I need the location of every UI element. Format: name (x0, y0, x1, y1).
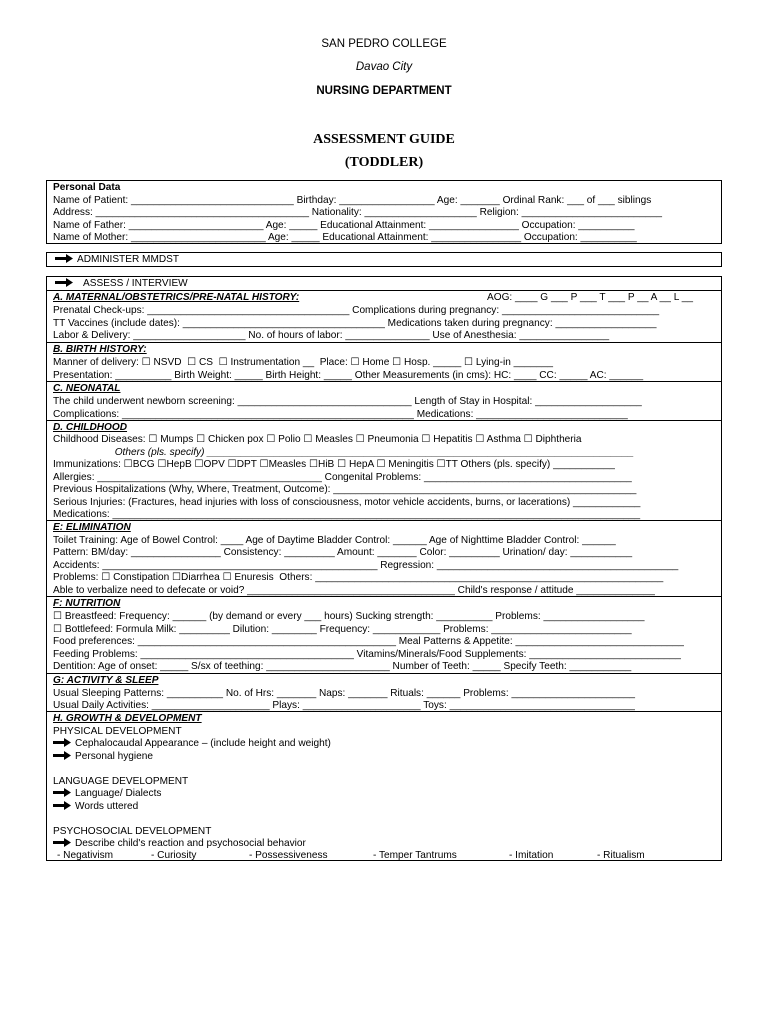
bm-pattern-line[interactable]: Pattern: BM/day: ________________ Consistency: _________ Amount: _______ Color: _________ Urination/ day: ___________ (53, 547, 633, 558)
section-f-heading: F: NUTRITION (53, 598, 121, 609)
mmdst-row (55, 253, 717, 266)
city-name: Davao City (355, 61, 413, 73)
behaviors-row (53, 849, 717, 862)
immunizations-line[interactable]: Immunizations: ☐BCG ☐HepB ☐OPV ☐DPT ☐Measles ☐HiB ☐ HepA ☐ Meningitis ☐TT Others (pls. specify) ___________ (53, 459, 615, 470)
toilet-training-line[interactable]: Toilet Training: Age of Bowel Control: ____ Age of Daytime Bladder Control: ______ Age of Nighttime Bladder Control: ______ (53, 534, 616, 546)
department-name: NURSING DEPARTMENT (316, 85, 452, 97)
delivery-line[interactable]: Manner of delivery: ☐ NSVD ☐ CS ☐ Instrumentation __ Place: ☐ Home ☐ Hosp. _____ ☐ Lying-in _______ (53, 357, 553, 368)
physical-item: Personal hygiene (53, 750, 717, 763)
arrow-right-icon (53, 801, 71, 810)
tt-vaccines-line[interactable]: TT Vaccines (include dates): ____________________________________ Medications taken during pregnancy: __________________ (53, 317, 657, 329)
mother-line[interactable]: Name of Mother: ________________________ Age: _____ Educational Attainment: ________________ Occupation: __________ (53, 232, 637, 243)
neonatal-complications-line[interactable]: Complications: ____________________________________________________ Medications: ___________________________ (53, 408, 628, 420)
section-h-heading: H. GROWTH & DEVELOPMENT (53, 713, 202, 724)
allergies-line[interactable]: Allergies: ________________________________________ Congenital Problems: _____________________________________ (53, 471, 632, 483)
assess-label: ASSESS / INTERVIEW (83, 278, 188, 289)
newborn-screening-line[interactable]: The child underwent newborn screening: _______________________________ Length of Stay in Hospital: ___________________ (53, 396, 642, 407)
form-subtitle: (TODDLER) (344, 155, 424, 170)
behavior-item[interactable]: - Imitation (509, 850, 554, 861)
daily-activities-line[interactable]: Usual Daily Activities: _____________________ Plays: _____________________ Toys: _________________________________ (53, 700, 635, 711)
address-line[interactable]: Address: ______________________________________ Nationality: ____________________ Religion: _________________________ (53, 207, 662, 218)
arrow-right-icon (55, 278, 73, 287)
section-c-heading: C. NEONATAL (53, 383, 121, 394)
verbalize-line[interactable]: Able to verbalize need to defecate or void? _____________________________________ Child's response / attitude ______________ (53, 584, 655, 596)
physical-development-heading: PHYSICAL DEVELOPMENT (53, 725, 182, 737)
feeding-problems-line[interactable]: Feeding Problems: ______________________________________ Vitamins/Minerals/Food Supplements: ___________________________ (53, 648, 681, 660)
arrow-right-icon (55, 254, 73, 263)
behavior-item[interactable]: - Negativism (57, 850, 114, 861)
arrow-right-icon (53, 738, 71, 747)
language-item: Language/ Dialects (53, 787, 717, 800)
childhood-medications-line[interactable]: Medications: ______________________________________________________________________________________________ (53, 509, 641, 520)
arrow-right-icon (53, 788, 71, 797)
psychosocial-item: Describe child's reaction and psychosocial behavior (53, 837, 717, 850)
prenatal-line[interactable]: Prenatal Check-ups: ____________________________________ Complications during pregnancy: ____________________________ (53, 305, 660, 316)
behavior-item[interactable]: - Curiosity (151, 850, 197, 861)
section-d-heading: D. CHILDHOOD (53, 422, 128, 433)
physical-item: Cephalocaudal Appearance – (include height and weight) (53, 737, 717, 750)
arrow-right-icon (53, 838, 71, 847)
language-item: Words uttered (53, 800, 717, 813)
presentation-line[interactable]: Presentation: __________ Birth Weight: _____ Birth Height: _____ Other Measurements (in cms): HC: ____ CC: _____ AC: ______ (53, 369, 644, 381)
form-title: ASSESSMENT GUIDE (313, 132, 455, 147)
dentition-line[interactable]: Dentition: Age of onset: _____ S/sx of teething: ______________________ Number of Teeth: _____ Specify Teeth: ___________ (53, 661, 632, 672)
childhood-diseases-line[interactable]: Childhood Diseases: ☐ Mumps ☐ Chicken pox ☐ Polio ☐ Measles ☐ Pneumonia ☐ Hepatitis ☐ Asthma ☐ Diphtheria (53, 434, 582, 445)
language-development-heading: LANGUAGE DEVELOPMENT (53, 775, 189, 787)
aog-line[interactable]: AOG: ____ G ___ P ___ T ___ P __ A __ L __ (487, 292, 693, 303)
hospitalizations-line[interactable]: Previous Hospitalizations (Why, Where, Treatment, Outcome): ______________________________________________________ (53, 484, 637, 495)
section-b-heading: B. BIRTH HISTORY: (53, 344, 147, 355)
assess-box (46, 276, 722, 861)
breastfeed-line[interactable]: ☐ Breastfeed: Frequency: ______ (by demand or every ___ hours) Sucking strength: __________ Problems: __________________ (53, 611, 645, 622)
arrow-right-icon (53, 751, 71, 760)
section-a-heading-row (53, 291, 717, 304)
sleeping-patterns-line[interactable]: Usual Sleeping Patterns: __________ No. of Hrs: _______ Naps: _______ Rituals: ______ Problems: ______________________ (53, 687, 635, 699)
father-line[interactable]: Name of Father: ________________________ Age: _____ Educational Attainment: ________________ Occupation: __________ (53, 219, 635, 231)
behavior-item[interactable]: - Ritualism (597, 850, 645, 861)
accidents-line[interactable]: Accidents: _________________________________________________ Regression: ___________________________________________ (53, 559, 679, 571)
mmdst-label: ADMINISTER MMDST (77, 254, 180, 265)
serious-injuries-line[interactable]: Serious Injuries: (Fractures, head injuries with loss of consciousness, motor vehicle accidents, burns, or lacerations) ____________ (53, 496, 641, 508)
personal-data-heading: Personal Data (53, 182, 121, 193)
labor-line[interactable]: Labor & Delivery: ____________________ No. of hours of labor: _______________ Use of Anesthesia: ________________ (53, 330, 610, 341)
section-g-heading: G: ACTIVITY & SLEEP (53, 675, 159, 686)
behavior-item[interactable]: - Temper Tantrums (373, 850, 457, 861)
section-a-heading: A. MATERNAL/OBSTETRICS/PRE-NATAL HISTORY: (53, 292, 300, 303)
psychosocial-development-heading: PSYCHOSOCIAL DEVELOPMENT (53, 825, 212, 837)
mmdst-box (46, 252, 722, 267)
behavior-item[interactable]: - Possessiveness (249, 850, 328, 861)
college-name: SAN PEDRO COLLEGE (321, 38, 447, 50)
food-preferences-line[interactable]: Food preferences: ______________________________________________ Meal Patterns & Appetite: ______________________________ (53, 636, 684, 647)
diseases-others-line[interactable]: Others (pls. specify) ____________________________________________________________________________ (53, 446, 634, 458)
section-e-heading: E: ELIMINATION (53, 522, 131, 533)
patient-name-line[interactable]: Name of Patient: _____________________________ Birthday: _________________ Age: _______ Ordinal Rank: ___ of ___ siblings (53, 194, 652, 206)
personal-data-box (46, 180, 722, 244)
assess-row (55, 277, 717, 290)
bottlefeed-line[interactable]: ☐ Bottlefeed: Formula Milk: _________ Dilution: ________ Frequency: ____________ Problems: _________________________ (53, 623, 632, 635)
elimination-problems-line[interactable]: Problems: ☐ Constipation ☐Diarrhea ☐ Enuresis Others: ______________________________________________________________ (53, 572, 664, 583)
